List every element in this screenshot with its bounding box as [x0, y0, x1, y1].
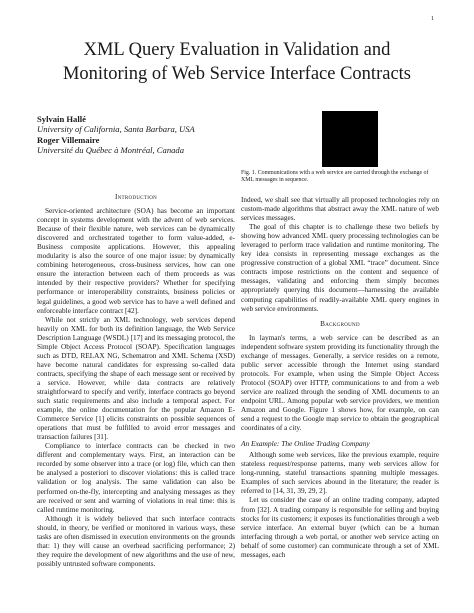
paragraph: Compliance to interface contracts can be checked in two different and complementary ways. First, an interaction can be recorded by some observer into a trace (or log) file, which can then be analysed a posteriori to discover violations: this is called trace validation or log analysis. The same validation can also be performed on-the-fly, intercepting and analysing messages as they are received or sent and warning of violations in real time: this is called runtime monitoring. — [37, 442, 235, 514]
section-heading-background: Background — [320, 319, 360, 328]
title-line-2: Monitoring of Web Service Interface Contracts — [62, 64, 411, 84]
author-affiliation: Université du Québec à Montréal, Canada — [37, 145, 185, 156]
author-name: Roger Villemaire — [37, 134, 100, 145]
figure-image — [322, 111, 378, 167]
figure-caption: Fig. 1. Communications with a web service are carried through the exchange of XML messages in sequence. — [241, 170, 429, 183]
section-heading-introduction: Introduction — [114, 193, 158, 201]
paragraph: In layman's terms, a web service can be described as an independent software system providing its functionality through the exchange of messages. Generally, a service resides on a remote, public server accessible through the Internet using standard protocols. For example, when using the Simple Object Access Protocol (SOAP) over HTTP, communications to and from a web service are realized through the sending of XML documents to an endpoint URL. Among popular web service providers, we mention Amazon and Google. Figure 1 shows how, for example, on can send a request to the Google map service to obtain the geographical coordinates of a city. — [241, 333, 439, 433]
author-name: Sylvain Hallé — [37, 114, 86, 124]
page-number: 1 — [431, 16, 434, 22]
paragraph: Indeed, we shall see that virtually all proposed technologies rely on custom-made algorithms that abstract away the XML nature of web services messages. — [241, 196, 439, 223]
author-2 — [37, 135, 267, 156]
author-affiliation: University of California, Santa Barbara, USA — [37, 124, 195, 135]
paragraph: Let us consider the case of an online trading company, adapted from [32]. A trading company is responsible for selling and buying stocks for its customers; it exposes its functionalities through a web service interface. An external buyer (which can be a human interfacing through a web portal, or another web service acting on behalf of some customer) can communicate through a set of XML messages, each — [241, 496, 439, 559]
author-1 — [37, 114, 267, 135]
paragraph: Although some web services, like the previous example, require stateless request/response patterns, many web services allow for long-running, stateful transactions spanning multiple messages. Examples of such services abound in the literature; the reader is referred to [14, 31, 39, 29, 2]. — [241, 451, 439, 496]
title-line-1: XML Query Evaluation in Validation and — [83, 40, 391, 60]
paragraph: Service-oriented architecture (SOA) has become an important concept in systems development with the advent of web services. Because of their flexible nature, web services can be dynamically discovered and orchestrated together to form value-added, e-Business composite applications. However, this appealing modularity is also the source of one major issue: by dynamically combining heterogeneous, cross-business services, how can one ensure the interaction between each of them proceeds as was intended by their respective providers? Whether for specifying performance or interoperability constraints, business policies or legal guidelines, a good web service has to have a well defined and enforceable interface contract [42]. — [37, 207, 235, 315]
right-column — [241, 196, 439, 560]
paragraph: The goal of this chapter is to challenge these two beliefs by showing how advanced XML query processing technologies can be leveraged to perform trace validation and runtime monitoring. The key idea consists in representing message exchanges as the progressive construction of a global XML “trace” document. Since contracts impose restrictions on the content and sequence of messages, validating and enforcing them simply becomes appropriately querying this document—harnessing the available computing capabilities of readily-available XML query engines in web service environments. — [241, 223, 439, 313]
subsection-heading: An Example: The Online Trading Company — [241, 439, 370, 449]
paragraph: Although it is widely believed that such interface contracts should, in theory, be verified or monitored in various ways, these tasks are often dismissed in execution environments on the grounds that: 1) they will cause an overhead sacrificing performance; 2) they require the development of new algorithms and the use of new, possibly untrusted software components. — [37, 514, 235, 568]
author-block — [37, 114, 267, 156]
paper-title — [0, 38, 474, 86]
paragraph: While not strictly an XML technology, web services depend heavily on XML for both its definition language, the Web Service Description Language (WSDL) [17] and its messaging protocol, the Simple Object Access Protocol (SOAP). Specification languages such as DTD, RELAX NG, Schematron and XML Schema (XSD) have become natural candidates for expressing so-called data contracts, specifying the shape of each message sent or received by a service. However, while data contracts are relatively straightforward to specify and verify, interface contracts go beyond such static requirements and also include a temporal aspect. For example, the online documentation for the popular Amazon E-Commerce Service [1] elicits constraints on possible sequences of operations that must be fulfilled to avoid error messages and transaction failures [31]. — [37, 315, 235, 442]
left-column — [37, 187, 235, 569]
